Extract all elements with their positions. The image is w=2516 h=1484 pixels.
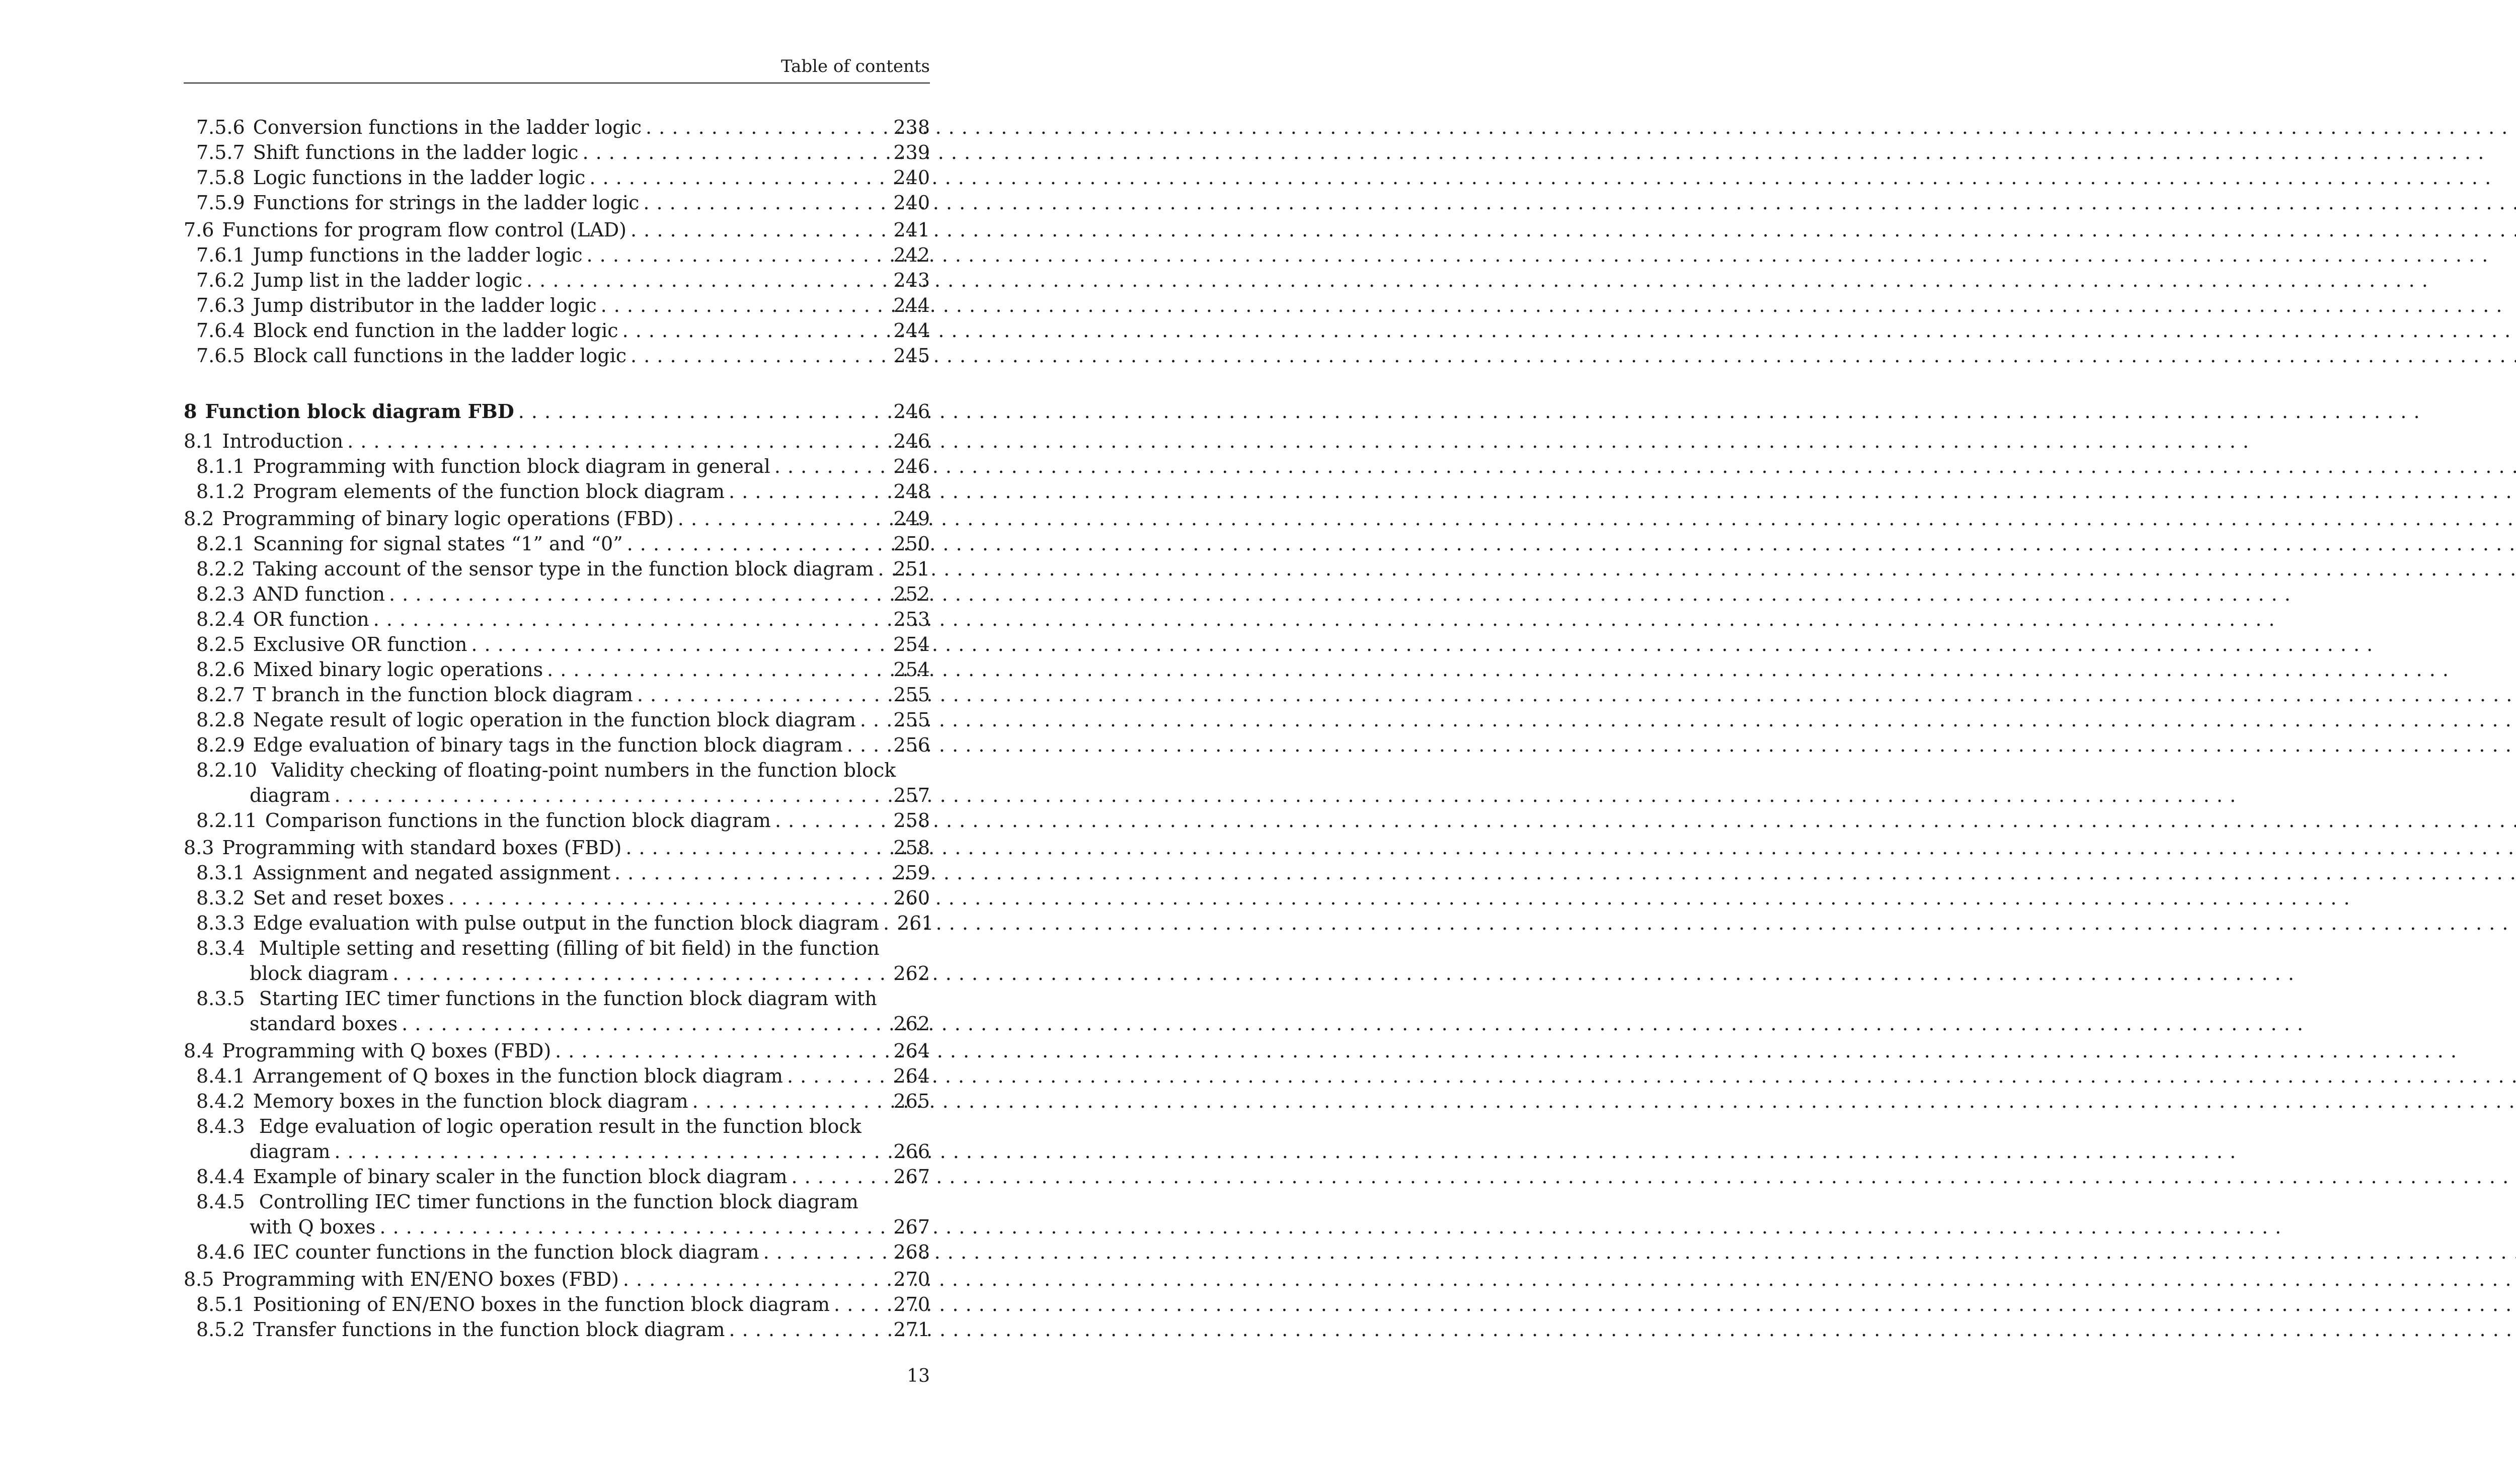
toc-entry <box>184 140 930 165</box>
toc-entry-page: 255 <box>893 709 930 731</box>
toc-entry-number: 8.5.2 <box>196 1318 245 1341</box>
toc-entry <box>184 657 930 682</box>
toc-entry <box>184 1292 930 1317</box>
toc-entry-title: Block call functions in the ladder logic <box>253 345 627 367</box>
toc-entry-page: 268 <box>893 1241 930 1263</box>
toc-entry-number: 7.5.6 <box>196 116 245 138</box>
toc-entry-title: Introduction <box>222 430 344 452</box>
dot-leader <box>623 1267 890 1292</box>
toc-entry <box>184 1317 930 1342</box>
toc-entry-number: 8.3 <box>184 837 214 859</box>
toc-entry-title: Conversion functions in the ladder logic <box>253 116 642 138</box>
toc-entry-number: 8 <box>184 400 197 423</box>
toc-entry <box>184 758 930 783</box>
dot-leader <box>847 732 890 758</box>
toc-chapter <box>184 396 930 427</box>
toc-entry-number: 7.5.8 <box>196 167 245 189</box>
dot-leader <box>729 479 889 504</box>
toc-entry-page: 264 <box>893 1065 930 1087</box>
toc-entry-number: 8.1 <box>184 430 214 452</box>
toc-entry-number: 8.2.7 <box>196 684 245 706</box>
running-head: Table of contents <box>781 56 930 76</box>
toc-entry-continuation <box>184 783 930 808</box>
dot-leader <box>625 835 889 860</box>
header-rule <box>184 83 930 84</box>
toc-entry <box>184 986 930 1011</box>
dot-leader <box>763 1240 890 1265</box>
toc-entry-page: 252 <box>893 583 930 605</box>
toc-entry-page: 244 <box>893 319 930 342</box>
toc-entry-title: Example of binary scaler in the function block diagram <box>253 1166 788 1188</box>
dot-leader <box>787 1063 890 1089</box>
toc-entry-title: Multiple setting and resetting (filling of bit field) in the function <box>259 937 880 959</box>
table-of-contents <box>184 115 934 1342</box>
toc-entry-title-continuation: standard boxes <box>250 1013 398 1035</box>
toc-entry-title: OR function <box>253 608 369 630</box>
toc-entry-title: Programming with function block diagram in general <box>253 455 770 477</box>
toc-entry <box>184 808 930 833</box>
toc-entry-page: 246 <box>893 455 930 477</box>
dot-leader <box>646 115 889 140</box>
toc-entry-continuation <box>184 961 930 986</box>
toc-entry-title: Edge evaluation of logic operation result in the function block <box>259 1115 861 1137</box>
toc-entry-title: Programming of binary logic operations (FBD) <box>222 508 674 530</box>
toc-entry-page: 267 <box>893 1216 930 1238</box>
toc-entry-number: 8.2.5 <box>196 633 245 655</box>
dot-leader <box>589 165 889 190</box>
dot-leader <box>614 860 890 885</box>
dot-leader <box>547 657 889 682</box>
dot-leader <box>775 808 890 833</box>
toc-entry-number: 8.3.3 <box>196 912 245 934</box>
toc-entry-page: 262 <box>893 962 930 984</box>
toc-entry-title: Edge evaluation of binary tags in the function block diagram <box>253 734 843 756</box>
toc-entry-page: 251 <box>893 558 930 580</box>
toc-entry-page: 270 <box>893 1293 930 1315</box>
toc-entry-title: IEC counter functions in the function block diagram <box>253 1241 759 1263</box>
toc-entry-page: 246 <box>893 400 930 423</box>
toc-entry-continuation <box>184 1214 930 1240</box>
toc-entry-page: 240 <box>893 192 930 214</box>
toc-entry-title: Controlling IEC timer functions in the function block diagram <box>259 1191 858 1213</box>
dot-leader <box>678 506 890 531</box>
toc-entry-title-continuation: diagram <box>250 784 331 806</box>
toc-entry <box>184 190 930 215</box>
dot-leader <box>774 454 890 479</box>
toc-entry-title: Function block diagram FBD <box>205 400 514 423</box>
toc-entry <box>184 607 930 632</box>
toc-entry <box>184 217 930 242</box>
dot-leader <box>334 1139 889 1164</box>
toc-entry-title: Jump distributor in the ladder logic <box>253 294 597 316</box>
toc-entry-number: 8.2.4 <box>196 608 245 630</box>
toc-entry-page: 271 <box>893 1318 930 1341</box>
toc-entry-page: 255 <box>893 684 930 706</box>
toc-entry-title: Programming with EN/ENO boxes (FBD) <box>222 1268 619 1290</box>
toc-entry-title: Programming with standard boxes (FBD) <box>222 837 622 859</box>
toc-entry-page: 257 <box>893 784 930 806</box>
toc-entry <box>184 1164 930 1189</box>
toc-entry-number: 8.4.3 <box>196 1115 245 1137</box>
toc-entry-page: 259 <box>893 862 930 884</box>
toc-entry-title: Edge evaluation with pulse output in the function block diagram <box>253 912 879 934</box>
toc-entry-number: 7.5.9 <box>196 192 245 214</box>
toc-entry <box>184 682 930 707</box>
toc-entry-number: 7.5.7 <box>196 141 245 163</box>
dot-leader <box>860 707 890 732</box>
toc-entry-number: 7.6.4 <box>196 319 245 342</box>
toc-entry <box>184 293 930 318</box>
dot-leader <box>587 242 890 268</box>
toc-entry <box>184 343 930 368</box>
toc-entry-title: Validity checking of floating-point numbers in the function block <box>271 759 896 781</box>
toc-entry <box>184 707 930 732</box>
toc-entry-page: 253 <box>893 608 930 630</box>
toc-entry-page: 262 <box>893 1013 930 1035</box>
toc-entry-number: 8.4 <box>184 1040 214 1062</box>
toc-entry-page: 248 <box>893 480 930 503</box>
toc-entry-number: 8.1.2 <box>196 480 245 503</box>
toc-entry-title: Jump list in the ladder logic <box>253 269 523 291</box>
toc-entry-page: 254 <box>893 633 930 655</box>
dot-leader <box>471 632 889 657</box>
toc-entry <box>184 1063 930 1089</box>
toc-entry-number: 7.6.3 <box>196 294 245 316</box>
toc-entry-title: Block end function in the ladder logic <box>253 319 618 342</box>
toc-entry <box>184 732 930 758</box>
toc-entry <box>184 860 930 885</box>
toc-entry-page: 254 <box>893 658 930 681</box>
toc-entry-page: 265 <box>893 1090 930 1112</box>
toc-entry <box>184 835 930 860</box>
toc-entry-number: 8.4.2 <box>196 1090 245 1112</box>
toc-entry-title: Taking account of the sensor type in the function block diagram <box>253 558 874 580</box>
toc-entry-page: 246 <box>893 430 930 452</box>
toc-entry-title: Shift functions in the ladder logic <box>253 141 579 163</box>
toc-entry-number: 7.6 <box>184 219 214 241</box>
toc-entry <box>184 429 930 454</box>
toc-entry-title: Starting IEC timer functions in the function block diagram with <box>259 987 877 1010</box>
toc-entry <box>184 506 930 531</box>
toc-entry <box>184 1114 930 1139</box>
toc-entry-title: Comparison functions in the function block diagram <box>265 809 771 832</box>
toc-entry-title: Transfer functions in the function block diagram <box>253 1318 725 1341</box>
dot-leader <box>392 961 889 986</box>
toc-entry-number: 8.5 <box>184 1268 214 1290</box>
toc-entry-continuation <box>184 1139 930 1164</box>
toc-entry <box>184 165 930 190</box>
toc-entry-title-continuation: diagram <box>250 1140 331 1163</box>
toc-entry-title: Memory boxes in the function block diagram <box>253 1090 688 1112</box>
toc-entry-page: 270 <box>893 1268 930 1290</box>
dot-leader <box>347 429 889 454</box>
toc-entry-number: 8.3.5 <box>196 987 245 1010</box>
toc-entry-page: 249 <box>893 508 930 530</box>
dot-leader <box>526 268 889 293</box>
toc-entry-page: 267 <box>893 1166 930 1188</box>
toc-entry-number: 7.6.5 <box>196 345 245 367</box>
toc-entry <box>184 1189 930 1214</box>
toc-entry-number: 8.4.6 <box>196 1241 245 1263</box>
dot-leader <box>637 682 890 707</box>
toc-entry-number: 8.2.9 <box>196 734 245 756</box>
toc-entry-number: 8.5.1 <box>196 1293 245 1315</box>
dot-leader <box>627 531 890 556</box>
page-number: 13 <box>907 1366 930 1386</box>
toc-entry-number: 8.2.3 <box>196 583 245 605</box>
toc-entry-number: 8.2.10 <box>196 759 257 781</box>
dot-leader <box>389 582 889 607</box>
toc-entry-number: 8.2.6 <box>196 658 245 681</box>
dot-leader <box>555 1038 889 1063</box>
toc-entry-title: AND function <box>253 583 385 605</box>
toc-entry-title: Jump functions in the ladder logic <box>253 244 583 266</box>
toc-entry <box>184 531 930 556</box>
toc-entry <box>184 1089 930 1114</box>
toc-entry <box>184 1038 930 1063</box>
toc-entry-title: Assignment and negated assignment <box>253 862 610 884</box>
toc-entry <box>184 268 930 293</box>
toc-entry-title: Program elements of the function block diagram <box>253 480 725 503</box>
toc-entry-page: 245 <box>893 345 930 367</box>
toc-entry-continuation <box>184 1011 930 1036</box>
toc-entry-page: 238 <box>893 116 930 138</box>
dot-leader <box>582 140 889 165</box>
dot-leader <box>518 396 890 427</box>
toc-entry-page: 240 <box>893 167 930 189</box>
dot-leader <box>729 1317 890 1342</box>
toc-entry-title: Exclusive OR function <box>253 633 467 655</box>
toc-entry <box>184 936 930 961</box>
toc-entry-number: 8.4.1 <box>196 1065 245 1087</box>
toc-entry-title-continuation: block diagram <box>250 962 389 984</box>
toc-entry-title: Arrangement of Q boxes in the function block diagram <box>253 1065 783 1087</box>
dot-leader <box>643 190 889 215</box>
toc-entry-page: 264 <box>893 1040 930 1062</box>
toc-entry-page: 258 <box>893 837 930 859</box>
toc-entry-title: Mixed binary logic operations <box>253 658 543 681</box>
toc-entry <box>184 242 930 268</box>
toc-entry <box>184 632 930 657</box>
toc-entry <box>184 885 930 911</box>
dot-leader <box>373 607 890 632</box>
toc-entry-title: Positioning of EN/ENO boxes in the function block diagram <box>253 1293 830 1315</box>
toc-entry <box>184 318 930 343</box>
toc-entry-number: 8.3.4 <box>196 937 245 959</box>
toc-entry-title: Functions for strings in the ladder logic <box>253 192 640 214</box>
toc-entry-number: 8.4.4 <box>196 1166 245 1188</box>
toc-entry-page: 258 <box>893 809 930 832</box>
dot-leader <box>402 1011 889 1036</box>
toc-entry <box>184 1267 930 1292</box>
dot-leader <box>631 343 889 368</box>
dot-leader <box>379 1214 889 1240</box>
dot-leader <box>622 318 890 343</box>
dot-leader <box>601 293 890 318</box>
toc-entry <box>184 454 930 479</box>
toc-entry-title: Set and reset boxes <box>253 887 444 909</box>
dot-leader <box>834 1292 889 1317</box>
toc-entry-number: 8.2.11 <box>196 809 257 832</box>
toc-entry-number: 7.6.1 <box>196 244 245 266</box>
toc-entry-title: Negate result of logic operation in the function block diagram <box>253 709 856 731</box>
toc-entry-page: 261 <box>897 912 934 934</box>
toc-entry-title: T branch in the function block diagram <box>253 684 633 706</box>
toc-entry <box>184 556 930 582</box>
dot-leader <box>334 783 889 808</box>
toc-entry-number: 8.3.2 <box>196 887 245 909</box>
toc-entry-page: 266 <box>893 1140 930 1163</box>
dot-leader <box>631 217 889 242</box>
dot-leader <box>692 1089 890 1114</box>
dot-leader <box>448 885 890 911</box>
dot-leader <box>878 556 889 582</box>
toc-entry <box>184 1240 930 1265</box>
toc-entry <box>184 115 930 140</box>
toc-entry-number: 8.3.1 <box>196 862 245 884</box>
toc-entry-number: 8.2.2 <box>196 558 245 580</box>
toc-entry-number: 8.2.8 <box>196 709 245 731</box>
toc-entry-title-continuation: with Q boxes <box>250 1216 376 1238</box>
toc-entry-number: 8.1.1 <box>196 455 245 477</box>
toc-entry-number: 8.2.1 <box>196 533 245 555</box>
toc-entry-page: 260 <box>893 887 930 909</box>
toc-entry-page: 256 <box>893 734 930 756</box>
toc-entry <box>184 582 930 607</box>
toc-entry-page: 250 <box>893 533 930 555</box>
toc-entry-number: 8.4.5 <box>196 1191 245 1213</box>
toc-entry-title: Logic functions in the ladder logic <box>253 167 586 189</box>
toc-entry-page: 244 <box>893 294 930 316</box>
toc-entry-title: Functions for program flow control (LAD) <box>222 219 627 241</box>
toc-entry-page: 241 <box>893 219 930 241</box>
toc-entry-number: 7.6.2 <box>196 269 245 291</box>
toc-entry-title: Programming with Q boxes (FBD) <box>222 1040 552 1062</box>
toc-entry-title: Scanning for signal states “1” and “0” <box>253 533 623 555</box>
toc-entry-number: 8.2 <box>184 508 214 530</box>
dot-leader <box>792 1164 890 1189</box>
toc-entry-page: 243 <box>893 269 930 291</box>
dot-leader <box>883 911 893 936</box>
toc-entry <box>184 911 934 936</box>
toc-entry-page: 239 <box>893 141 930 163</box>
toc-entry-page: 242 <box>893 244 930 266</box>
toc-entry <box>184 479 930 504</box>
